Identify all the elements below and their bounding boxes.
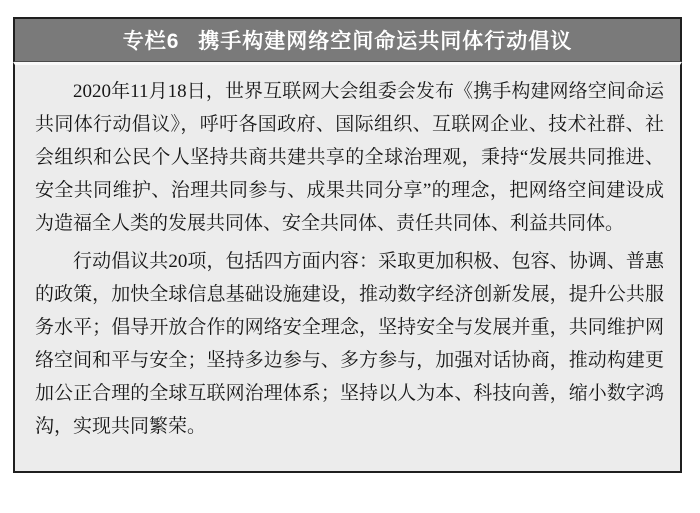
column-box-body [13,62,682,473]
column-box-number: 专栏6 [122,30,180,53]
column-box-title: 携手构建网络空间命运共同体行动倡议 [198,30,573,53]
column-box-panel [13,17,682,473]
body-paragraph: 2020年11月18日，世界互联网大会组委会发布《携手构建网络空间命运共同体行动倡议》，呼吁各国政府、国际组织、互联网企业、技术社群、社会组织和公民个人坚持共商共建共享的全球治理观，秉持“发展共同推进、安全共同维护、治理共同参与、成果共同分享”的理念，把网络空间建设成为造福全人类的发展共同体、安全共同体、责任共同体、利益共同体。 [35,81,664,234]
column-box-header [13,17,682,62]
body-paragraph: 行动倡议共20项，包括四方面内容：采取更加积极、包容、协调、普惠的政策，加快全球信息基础设施建设，推动数字经济创新发展，提升公共服务水平；倡导开放合作的网络安全理念，坚持安全与发展并重，共同维护网络空间和平与安全；坚持多边参与、多方参与，加强对话协商，推动构建更加公正合理的全球互联网治理体系；坚持以人为本、科技向善，缩小数字鸿沟，实现共同繁荣。 [35,251,664,437]
